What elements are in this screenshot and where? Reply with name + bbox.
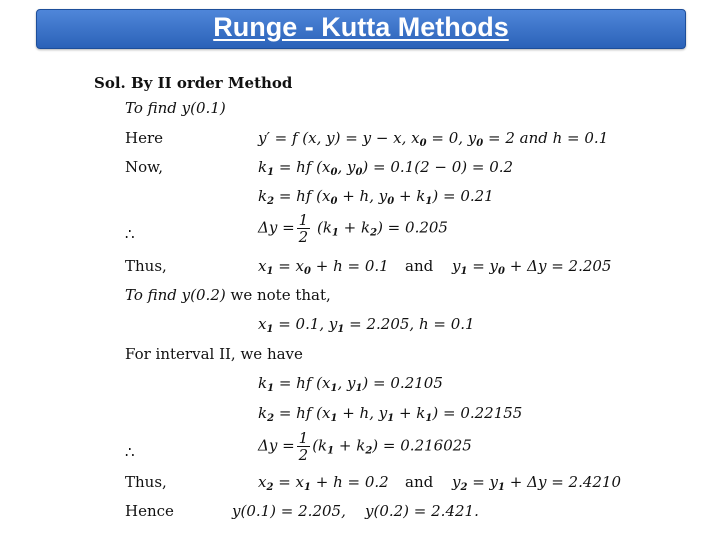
find-y01: To find y(0.1) bbox=[125, 99, 226, 117]
k2-val-text: ) = 0.21 bbox=[432, 187, 494, 205]
frac1-num: 1 bbox=[298, 211, 309, 229]
y2-val-text: + Δy = 2.4210 bbox=[505, 473, 622, 491]
x1-equation: $x_1 = x_0 + h = 0.1$ bbox=[258, 257, 389, 277]
k1b-mid-text: , y bbox=[337, 374, 356, 392]
vals-y1-text: = 2.205, h = 0.1 bbox=[344, 315, 475, 333]
half-fraction-2 bbox=[297, 430, 311, 463]
delta-y-equation-1: Δy = $\frac{1}{2}$ $(k_1 + k_2) = 0.205$ bbox=[258, 211, 448, 246]
frac1-den: 2 bbox=[298, 228, 309, 246]
delta-y-equation-2: Δy = $\frac{1}{2}$ $(k_1 + k_2) = 0.216025$ bbox=[258, 429, 472, 464]
frac2-num: 1 bbox=[298, 429, 309, 447]
delta1-plus: + k bbox=[338, 218, 371, 237]
delta1-val: ) = 0.205 bbox=[377, 218, 448, 237]
k2-eq-text: = hf (x bbox=[274, 187, 331, 205]
k1b-eq-text: = hf (x bbox=[274, 374, 331, 392]
now-label: Now, bbox=[125, 158, 163, 176]
k1-eq-text: = hf (x bbox=[274, 158, 331, 176]
here-x0-text: = 0, y bbox=[426, 129, 477, 147]
x1-eq-text: = x bbox=[273, 257, 305, 275]
and-label-2: and bbox=[405, 473, 434, 491]
k1-mid-text: , y bbox=[337, 158, 356, 176]
vals-x1-text: = 0.1, y bbox=[273, 315, 338, 333]
k1-val-text: ) = 0.1(2 − 0) = 0.2 bbox=[362, 158, 514, 176]
result-y01: y(0.1) = 2.205, bbox=[232, 502, 346, 520]
y1-eq-text: = y bbox=[467, 257, 499, 275]
delta2-lhs: Δy = bbox=[258, 436, 295, 455]
delta2-val: ) = 0.216025 bbox=[372, 436, 472, 455]
here-eq-text: y′ = f (x, y) = y − x, x bbox=[258, 129, 420, 147]
thus-label-1: Thus, bbox=[125, 257, 167, 275]
x2-val-text: + h = 0.2 bbox=[310, 473, 389, 491]
find-y02-rest: we note that, bbox=[225, 286, 331, 304]
frac2-den: 2 bbox=[298, 446, 309, 464]
k2-equation-2: $k_2$ = hf ($x_1 + h$, $y_1 + k_1) = 0.22155$ bbox=[258, 404, 523, 424]
here-label: Here bbox=[125, 129, 164, 147]
k2b-mid2-text: + k bbox=[394, 404, 426, 422]
k2-mid2-text: + k bbox=[394, 187, 426, 205]
find-y02 bbox=[125, 286, 331, 304]
y2-eq-text: = y bbox=[467, 473, 499, 491]
slide-title: Runge - Kutta Methods bbox=[213, 12, 509, 42]
k2b-eq-text: = hf (x bbox=[274, 404, 331, 422]
k2b-val-text: ) = 0.22155 bbox=[432, 404, 523, 422]
delta1-rhs: (k bbox=[312, 218, 332, 237]
therefore-symbol-2: ∴ bbox=[125, 443, 135, 461]
k1-equation: $k_1$ = hf ($x_0$, $y_0) = 0.1(2 - 0) = 0.2$ bbox=[258, 158, 514, 178]
here-y0-text: = 2 and h = 0.1 bbox=[483, 129, 609, 147]
half-fraction-1 bbox=[297, 212, 311, 245]
interval-ii-label: For interval II, we have bbox=[125, 345, 303, 363]
k2-mid-text: + h, y bbox=[337, 187, 388, 205]
title-bar bbox=[36, 9, 686, 49]
k2-equation: $k_2$ = hf ($x_0 + h$, $y_0 + k_1) = 0.21$ bbox=[258, 187, 494, 207]
k1b-val-text: ) = 0.2105 bbox=[362, 374, 443, 392]
find-y02-italic: To find y(0.2) bbox=[125, 286, 226, 304]
hence-label: Hence bbox=[125, 502, 174, 520]
thus-label-2: Thus, bbox=[125, 473, 167, 491]
delta2-plus: + k bbox=[334, 436, 366, 455]
k1-equation-2: $k_1$ = hf ($x_1$, $y_1) = 0.2105$ bbox=[258, 374, 443, 394]
delta1-lhs: Δy = bbox=[258, 218, 295, 237]
result-y02: y(0.2) = 2.421. bbox=[365, 502, 479, 520]
y1-equation: $y_1 = y_0 + \Delta y = 2.205$ bbox=[452, 257, 612, 277]
y2-equation: $y_2 = y_1 + \Delta y = 2.4210$ bbox=[452, 473, 622, 493]
therefore-symbol-1: ∴ bbox=[125, 225, 135, 243]
x1-val-text: + h = 0.1 bbox=[310, 257, 389, 275]
here-equation: y′ = f (x, y) = y − x, $x_0 = 0$, $y_0 = 2$ and h = 0.1 bbox=[258, 129, 609, 149]
x2-equation: $x_2 = x_1 + h = 0.2$ bbox=[258, 473, 389, 493]
y1-val-text: + Δy = 2.205 bbox=[505, 257, 612, 275]
and-label-1: and bbox=[405, 257, 434, 275]
interval-values: $x_1 = 0.1$, $y_1 = 2.205$, h = 0.1 bbox=[258, 315, 475, 335]
k2b-mid-text: + h, y bbox=[337, 404, 388, 422]
x2-eq-text: = x bbox=[273, 473, 305, 491]
delta2-rhs: (k bbox=[312, 436, 328, 455]
solution-heading: Sol. By II order Method bbox=[94, 74, 293, 92]
